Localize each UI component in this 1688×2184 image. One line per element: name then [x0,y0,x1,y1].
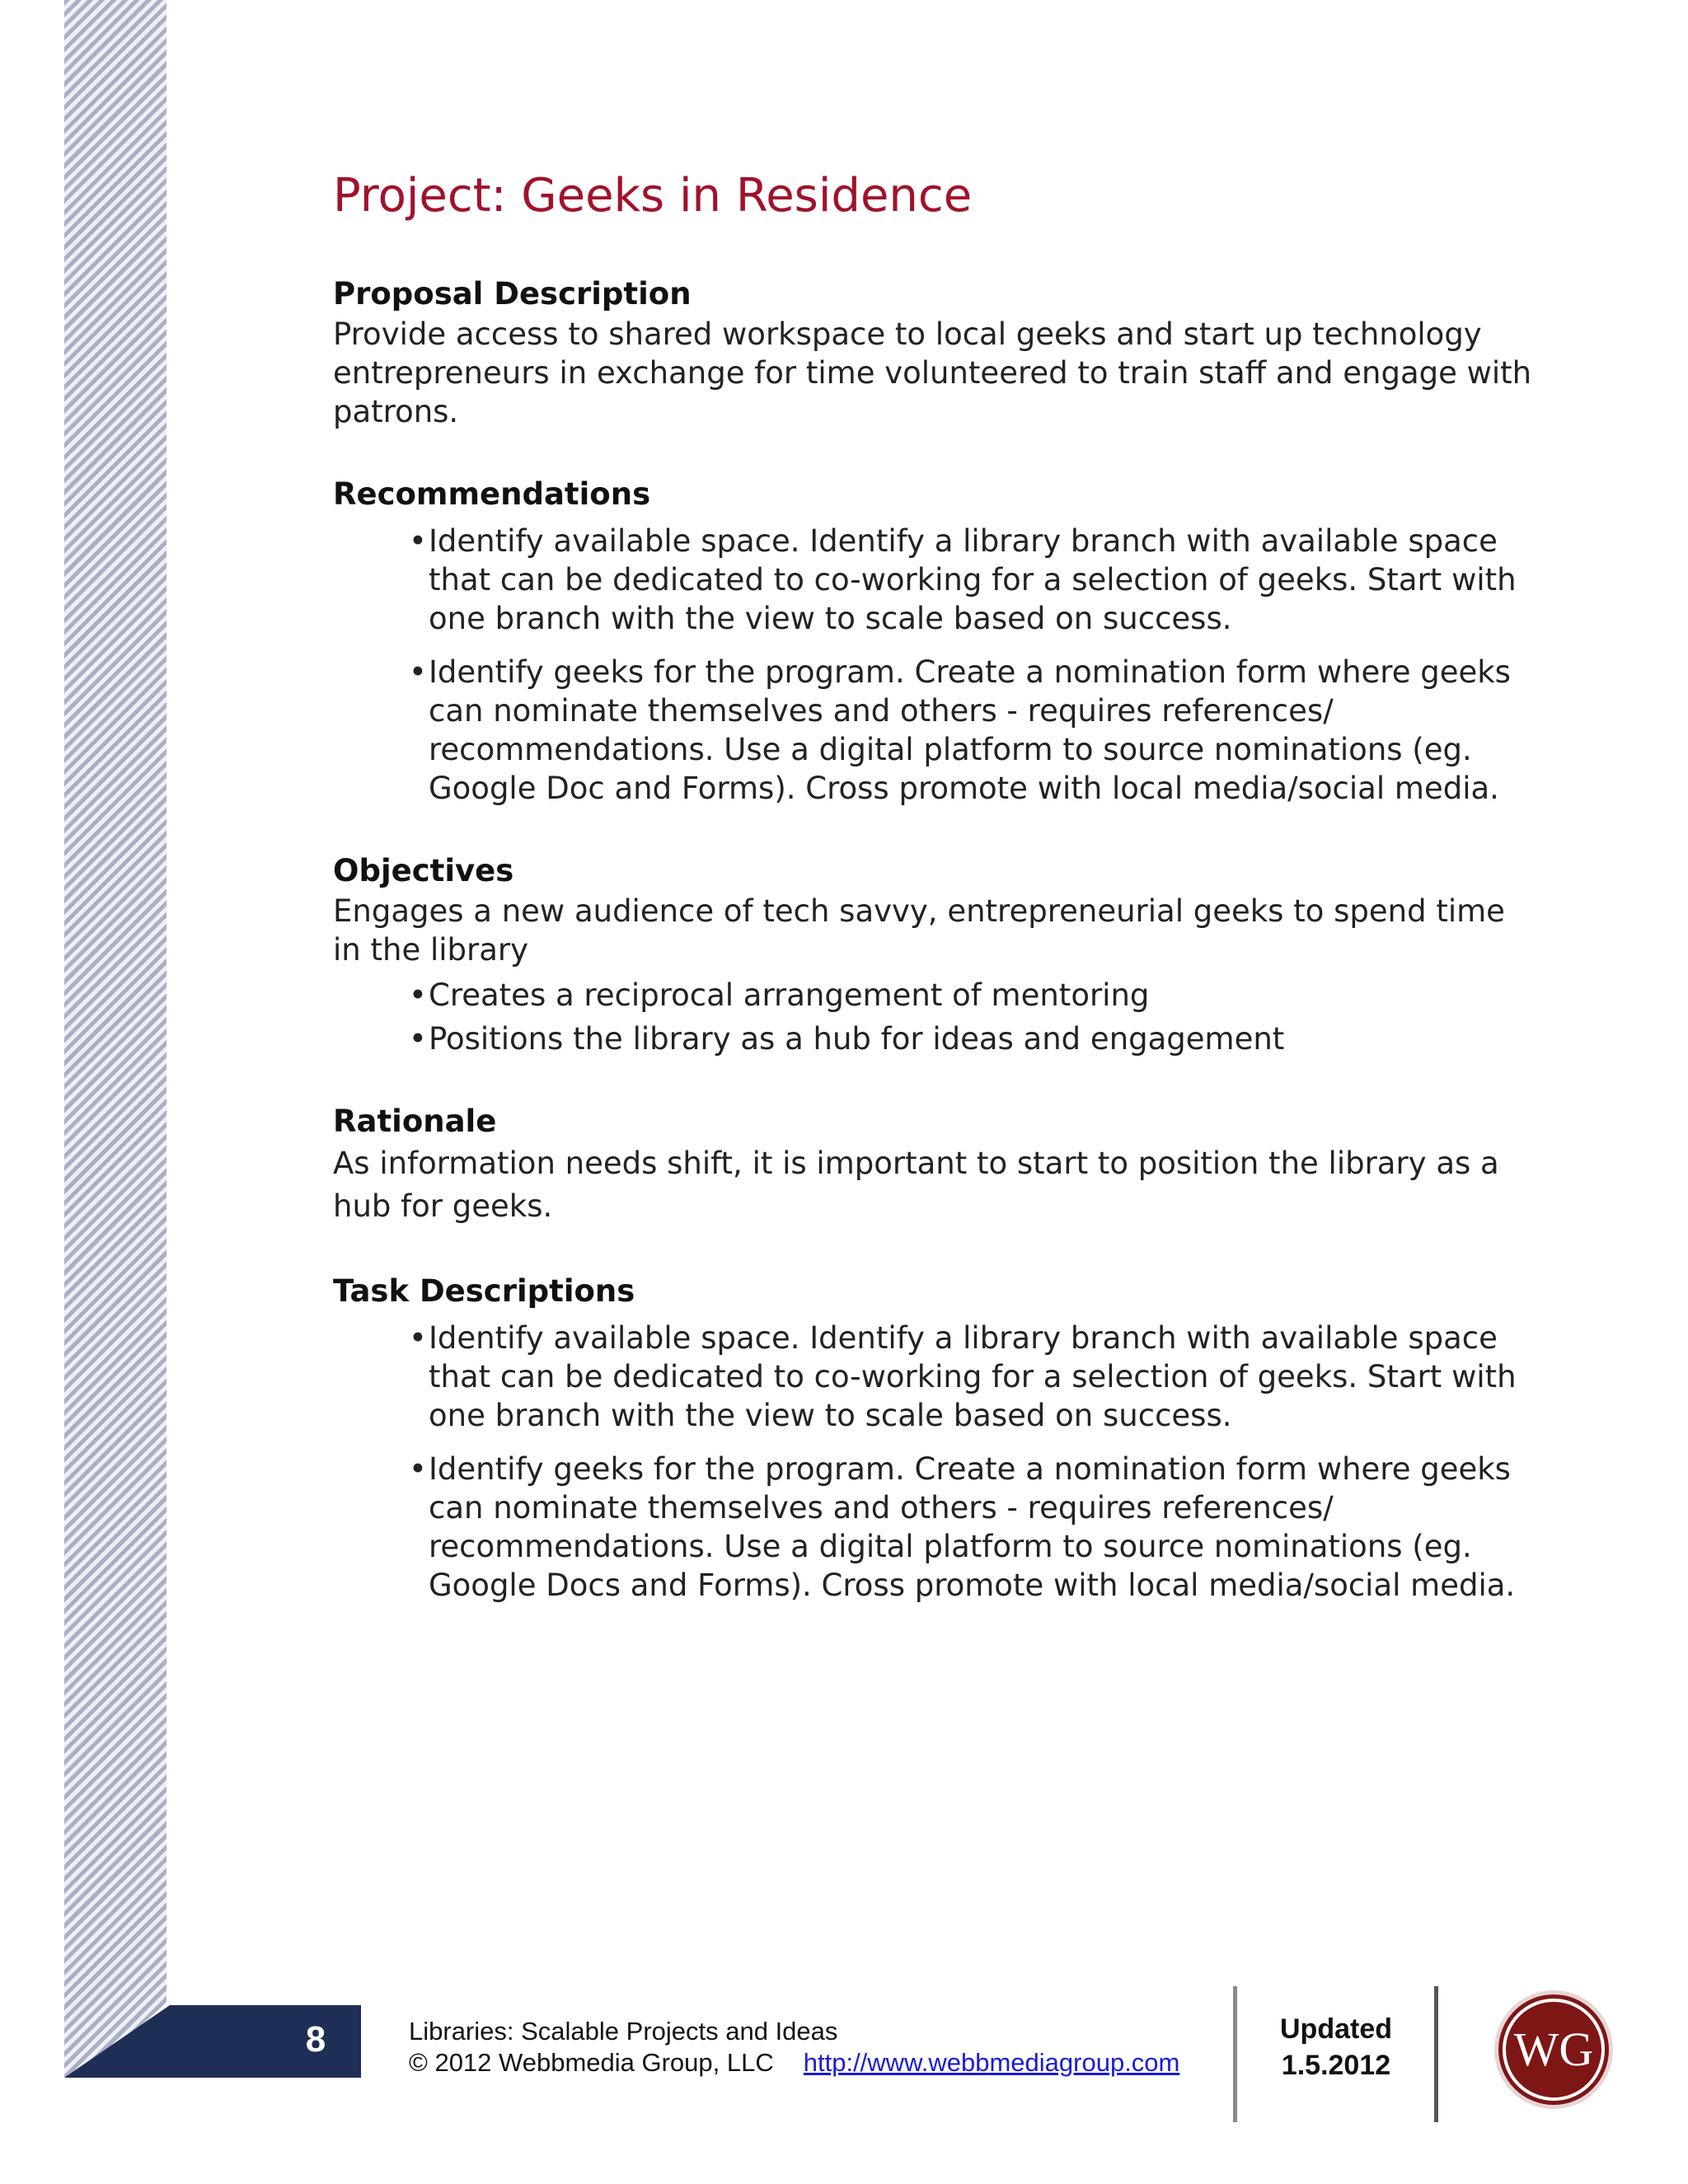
list-item [409,976,1536,1015]
section-text: Provide access to shared workspace to local geeks and start up technology entrepreneurs in exchange for time volunteered to train staff and engage with patrons. [333,316,1532,429]
bullet-list [333,976,1536,1058]
list-item-text: Identify geeks for the program. Create a nomination form where geeks can nominate themselves and others - requires references/ recommendations. Use a digital platform to source nominations (eg. Google Docs and Forms). Cross promote with local media/social media. [429,1451,1516,1603]
list-item-text: Identify available space. Identify a library branch with available space that can be dedicated to co-working for a selection of geeks. Start with one branch with the view to scale based on success. [429,523,1517,636]
list-item [409,1319,1536,1435]
logo-lettering: WG [1513,2022,1594,2076]
page-title: Project: Geeks in Residence [333,169,973,223]
section-recommendations [333,474,1536,808]
footer-info [409,2016,1179,2079]
footer-publication: Libraries: Scalable Projects and Ideas [409,2017,838,2046]
updated-label: Updated [1280,2013,1392,2045]
section-heading: Rationale [333,1104,497,1139]
section-rationale [333,1101,1536,1228]
updated-block [1238,2011,1434,2083]
section-text: Engages a new audience of tech savvy, entrepreneurial geeks to spend time in the library [333,893,1505,968]
list-item [409,522,1536,638]
section-heading: Objectives [333,853,514,888]
bullet-icon: • [409,1021,427,1057]
footer-copyright-line [409,2047,1179,2079]
bullet-icon: • [409,1320,427,1356]
bullet-list [333,522,1536,808]
decorative-side-band [64,0,166,2077]
list-item-text: Identify available space. Identify a library branch with available space that can be dedicated to co-working for a selection of geeks. Start with one branch with the view to scale based on success. [429,1320,1517,1433]
bullet-icon: • [409,977,427,1013]
list-item-text: Creates a reciprocal arrangement of mentoring [429,977,1150,1013]
updated-date: 1.5.2012 [1281,2050,1391,2081]
section-heading: Task Descriptions [333,1273,635,1309]
footer-divider [1233,1986,1237,2122]
section-tasks [333,1271,1536,1605]
section-proposal [333,274,1536,431]
footer-divider [1434,1986,1438,2122]
list-item [409,1019,1536,1058]
bullet-icon: • [409,1451,427,1487]
list-item-text: Identify geeks for the program. Create a nomination form where geeks can nominate themselves and others - requires references/ recommendations. Use a digital platform to source nominations (eg. Google Doc and Forms). Cross promote with local media/social media. [429,654,1511,806]
list-item [409,1450,1536,1605]
section-heading: Proposal Description [333,276,692,312]
section-objectives [333,851,1536,1058]
list-item-text: Positions the library as a hub for ideas and engagement [429,1021,1285,1057]
section-text: As information needs shift, it is important to start to position the library as a hub for geeks. [333,1146,1499,1224]
bullet-icon: • [409,523,427,559]
bullet-icon: • [409,654,427,690]
document-body [333,165,1536,1647]
wg-logo-icon [1492,1988,1615,2111]
list-item [409,653,1536,808]
section-heading: Recommendations [333,476,651,512]
bullet-list [333,1319,1536,1605]
page-number: 8 [305,2019,326,2060]
footer-copyright: © 2012 Webbmedia Group, LLC [409,2048,774,2077]
footer-website-link[interactable]: http://www.webbmediagroup.com [803,2048,1180,2077]
